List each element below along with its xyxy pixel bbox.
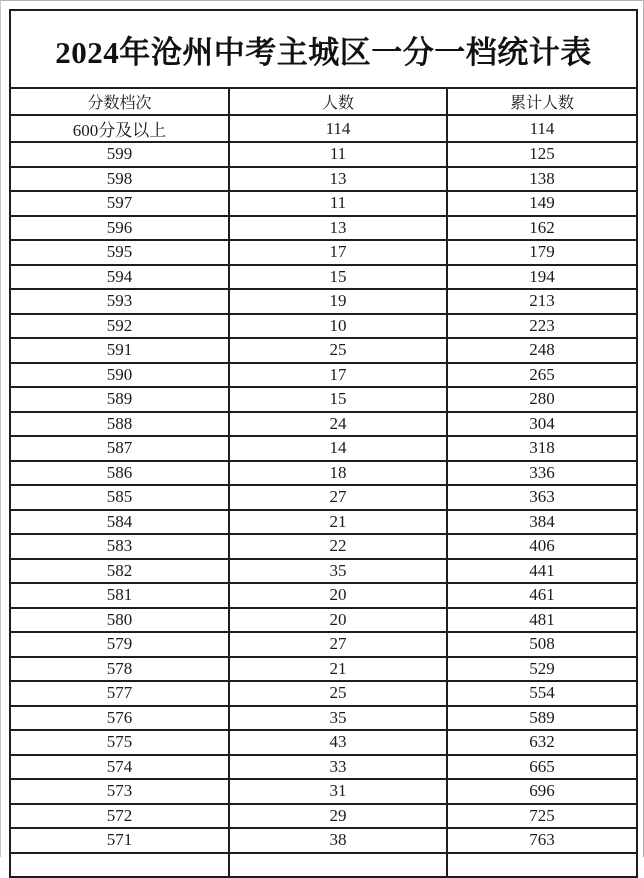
count-cell: 25 <box>229 681 447 706</box>
score-level-cell: 595 <box>10 240 229 265</box>
table-row <box>10 608 637 633</box>
count-cell <box>229 853 447 878</box>
cumulative-count-cell: 265 <box>447 363 637 388</box>
score-level-cell: 586 <box>10 461 229 486</box>
score-level-cell: 598 <box>10 167 229 192</box>
count-cell: 114 <box>229 115 447 142</box>
count-cell: 22 <box>229 534 447 559</box>
table-row <box>10 167 637 192</box>
cumulative-count-cell: 665 <box>447 755 637 780</box>
count-cell: 24 <box>229 412 447 437</box>
cumulative-count-cell: 461 <box>447 583 637 608</box>
table-row <box>10 681 637 706</box>
cumulative-count-cell <box>447 853 637 878</box>
score-level-cell: 578 <box>10 657 229 682</box>
count-cell: 19 <box>229 289 447 314</box>
count-cell: 35 <box>229 559 447 584</box>
count-cell: 43 <box>229 730 447 755</box>
table-row <box>10 828 637 853</box>
score-level-cell: 587 <box>10 436 229 461</box>
cumulative-count-cell: 363 <box>447 485 637 510</box>
table-row <box>10 632 637 657</box>
table-row <box>10 804 637 829</box>
cumulative-count-cell: 406 <box>447 534 637 559</box>
cumulative-count-cell: 632 <box>447 730 637 755</box>
count-cell: 10 <box>229 314 447 339</box>
table-row <box>10 853 637 878</box>
table-row <box>10 338 637 363</box>
cumulative-count-cell: 138 <box>447 167 637 192</box>
count-cell: 20 <box>229 583 447 608</box>
table-header-row <box>10 88 637 115</box>
score-level-cell: 582 <box>10 559 229 584</box>
cumulative-count-cell: 162 <box>447 216 637 241</box>
table-row <box>10 706 637 731</box>
table-row <box>10 216 637 241</box>
count-cell: 25 <box>229 338 447 363</box>
table-row <box>10 436 637 461</box>
table-row <box>10 240 637 265</box>
score-level-cell: 577 <box>10 681 229 706</box>
score-level-cell: 600分及以上 <box>10 115 229 142</box>
table-row <box>10 657 637 682</box>
table-row <box>10 534 637 559</box>
table-row <box>10 559 637 584</box>
table-row <box>10 485 637 510</box>
count-cell: 17 <box>229 240 447 265</box>
count-cell: 14 <box>229 436 447 461</box>
count-cell: 11 <box>229 142 447 167</box>
cumulative-count-cell: 763 <box>447 828 637 853</box>
count-cell: 11 <box>229 191 447 216</box>
score-level-cell: 594 <box>10 265 229 290</box>
table-row <box>10 730 637 755</box>
table-row <box>10 363 637 388</box>
cumulative-count-cell: 280 <box>447 387 637 412</box>
page-title: 2024年沧州中考主城区一分一档统计表 <box>10 10 637 88</box>
score-level-cell: 581 <box>10 583 229 608</box>
score-level-cell: 571 <box>10 828 229 853</box>
cumulative-count-cell: 589 <box>447 706 637 731</box>
score-level-cell: 573 <box>10 779 229 804</box>
count-cell: 20 <box>229 608 447 633</box>
column-header-cumulative-count: 累计人数 <box>447 88 637 115</box>
cumulative-count-cell: 223 <box>447 314 637 339</box>
score-level-cell: 588 <box>10 412 229 437</box>
count-cell: 15 <box>229 387 447 412</box>
cumulative-count-cell: 213 <box>447 289 637 314</box>
column-header-score-level: 分数档次 <box>10 88 229 115</box>
column-header-count: 人数 <box>229 88 447 115</box>
table-row <box>10 115 637 142</box>
cumulative-count-cell: 248 <box>447 338 637 363</box>
table-row <box>10 289 637 314</box>
score-level-cell: 589 <box>10 387 229 412</box>
count-cell: 27 <box>229 485 447 510</box>
score-level-cell: 590 <box>10 363 229 388</box>
table-row <box>10 583 637 608</box>
cumulative-count-cell: 725 <box>447 804 637 829</box>
table-row <box>10 461 637 486</box>
cumulative-count-cell: 114 <box>447 115 637 142</box>
count-cell: 15 <box>229 265 447 290</box>
count-cell: 17 <box>229 363 447 388</box>
score-level-cell: 585 <box>10 485 229 510</box>
table-row <box>10 412 637 437</box>
count-cell: 35 <box>229 706 447 731</box>
count-cell: 31 <box>229 779 447 804</box>
cumulative-count-cell: 696 <box>447 779 637 804</box>
count-cell: 21 <box>229 657 447 682</box>
table-row <box>10 779 637 804</box>
score-level-cell: 599 <box>10 142 229 167</box>
score-level-cell: 575 <box>10 730 229 755</box>
table-row <box>10 510 637 535</box>
score-level-cell: 579 <box>10 632 229 657</box>
score-distribution-table <box>9 9 638 878</box>
count-cell: 21 <box>229 510 447 535</box>
count-cell: 13 <box>229 216 447 241</box>
cumulative-count-cell: 304 <box>447 412 637 437</box>
cumulative-count-cell: 554 <box>447 681 637 706</box>
count-cell: 33 <box>229 755 447 780</box>
count-cell: 38 <box>229 828 447 853</box>
table-row <box>10 314 637 339</box>
cumulative-count-cell: 194 <box>447 265 637 290</box>
table-row <box>10 191 637 216</box>
table-row <box>10 387 637 412</box>
table-row <box>10 142 637 167</box>
score-level-cell: 596 <box>10 216 229 241</box>
cumulative-count-cell: 508 <box>447 632 637 657</box>
cumulative-count-cell: 149 <box>447 191 637 216</box>
table-row <box>10 265 637 290</box>
cumulative-count-cell: 179 <box>447 240 637 265</box>
score-level-cell: 572 <box>10 804 229 829</box>
count-cell: 27 <box>229 632 447 657</box>
cumulative-count-cell: 481 <box>447 608 637 633</box>
table-body <box>10 115 637 877</box>
cumulative-count-cell: 336 <box>447 461 637 486</box>
score-level-cell: 576 <box>10 706 229 731</box>
score-level-cell: 593 <box>10 289 229 314</box>
cumulative-count-cell: 125 <box>447 142 637 167</box>
title-row <box>10 10 637 88</box>
cumulative-count-cell: 384 <box>447 510 637 535</box>
score-level-cell: 584 <box>10 510 229 535</box>
cumulative-count-cell: 441 <box>447 559 637 584</box>
count-cell: 13 <box>229 167 447 192</box>
cumulative-count-cell: 318 <box>447 436 637 461</box>
score-level-cell: 580 <box>10 608 229 633</box>
table-row <box>10 755 637 780</box>
score-level-cell: 583 <box>10 534 229 559</box>
count-cell: 18 <box>229 461 447 486</box>
count-cell: 29 <box>229 804 447 829</box>
cumulative-count-cell: 529 <box>447 657 637 682</box>
score-level-cell <box>10 853 229 878</box>
score-level-cell: 574 <box>10 755 229 780</box>
score-level-cell: 591 <box>10 338 229 363</box>
score-level-cell: 592 <box>10 314 229 339</box>
score-level-cell: 597 <box>10 191 229 216</box>
